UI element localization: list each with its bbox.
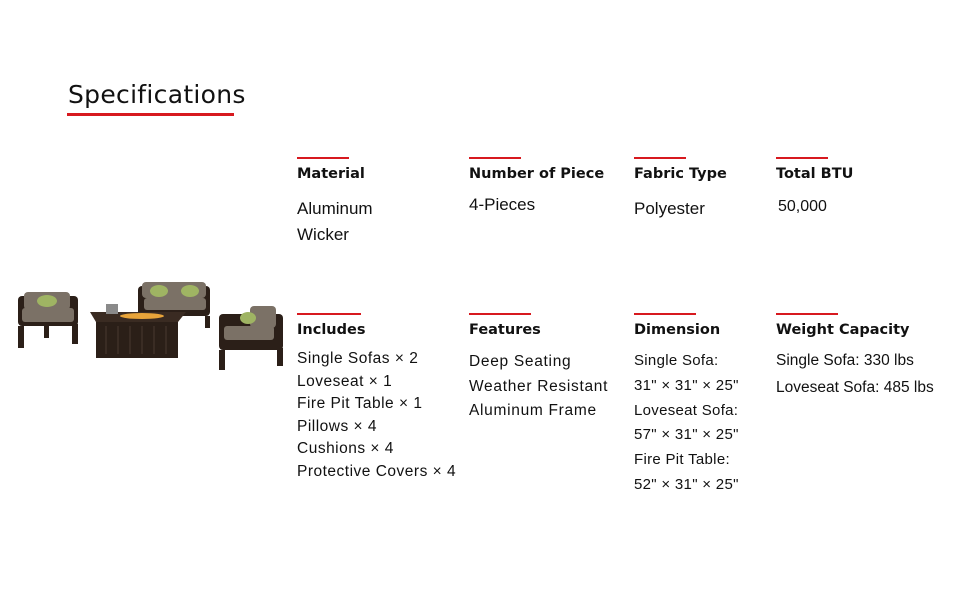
spec-label: Number of Piece bbox=[469, 166, 605, 182]
spec-value: Pillows × 4 bbox=[297, 417, 378, 435]
spec-label: Includes bbox=[297, 322, 366, 338]
spec-value: Fire Pit Table × 1 bbox=[297, 395, 423, 413]
spec-label: Total BTU bbox=[776, 166, 854, 182]
spec-value: Loveseat Sofa: 485 lbs bbox=[776, 378, 934, 396]
spec-accent-bar bbox=[469, 313, 531, 315]
spec-value: Fire Pit Table: bbox=[634, 451, 730, 469]
spec-label: Material bbox=[297, 166, 365, 182]
spec-value: Weather Resistant bbox=[469, 377, 609, 395]
spec-number-of-piece bbox=[469, 157, 604, 218]
spec-accent-bar bbox=[297, 157, 349, 159]
spec-weight-capacity bbox=[776, 313, 934, 401]
spec-label: Fabric Type bbox=[634, 166, 727, 182]
spec-value: 57" × 31" × 25" bbox=[634, 426, 739, 444]
spec-value: 4-Pieces bbox=[469, 195, 536, 214]
page-title: Specifications bbox=[68, 80, 246, 109]
spec-value: Single Sofa: 330 lbs bbox=[776, 352, 914, 369]
spec-value: Single Sofa: bbox=[634, 352, 719, 369]
spec-accent-bar bbox=[776, 157, 828, 159]
fire-pit-table-figure bbox=[90, 304, 186, 358]
spec-accent-bar bbox=[634, 157, 686, 159]
spec-value: Polyester bbox=[634, 199, 705, 218]
single-sofa-right-figure bbox=[219, 306, 283, 370]
spec-features bbox=[469, 313, 608, 424]
single-sofa-left-figure bbox=[18, 292, 78, 348]
spec-dimension bbox=[634, 313, 739, 498]
spec-fabric-type bbox=[634, 157, 727, 222]
spec-value: 52" × 31" × 25" bbox=[634, 475, 739, 493]
spec-value: Loveseat × 1 bbox=[297, 372, 393, 390]
patio-furniture-image bbox=[14, 278, 289, 373]
spec-total-btu bbox=[776, 157, 853, 220]
spec-value: Cushions × 4 bbox=[297, 440, 394, 458]
spec-value: Wicker bbox=[297, 225, 349, 244]
spec-value: Loveseat Sofa: bbox=[634, 401, 739, 419]
spec-label: Dimension bbox=[634, 322, 721, 338]
spec-value: Single Sofas × 2 bbox=[297, 350, 419, 367]
spec-accent-bar bbox=[297, 313, 361, 315]
spec-value: Deep Seating bbox=[469, 353, 572, 370]
spec-value: 31" × 31" × 25" bbox=[634, 376, 739, 394]
spec-label: Weight Capacity bbox=[776, 322, 910, 338]
spec-value: Aluminum bbox=[297, 199, 373, 218]
spec-accent-bar bbox=[776, 313, 838, 315]
spec-accent-bar bbox=[634, 313, 696, 315]
spec-material bbox=[297, 157, 373, 248]
title-underline bbox=[67, 113, 234, 116]
spec-value: Aluminum Frame bbox=[469, 402, 597, 419]
spec-includes bbox=[297, 313, 456, 484]
spec-value: Protective Covers × 4 bbox=[297, 462, 457, 480]
spec-accent-bar bbox=[469, 157, 521, 159]
spec-value: 50,000 bbox=[778, 198, 827, 215]
spec-label: Features bbox=[469, 322, 541, 338]
